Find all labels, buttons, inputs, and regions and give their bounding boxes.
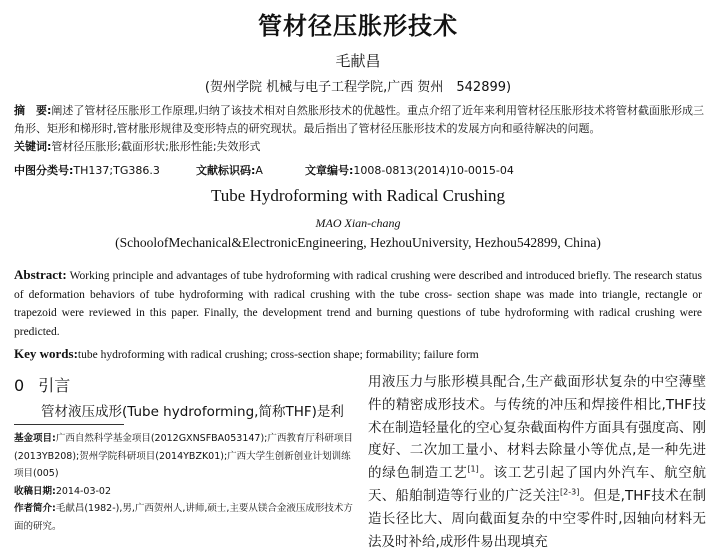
paper-title-en: Tube Hydroforming with Radical Crushing bbox=[210, 186, 506, 205]
section-title: 引言 bbox=[38, 376, 71, 395]
abstract-en bbox=[14, 266, 702, 341]
intro-paragraph-right: 用液压力与胀形模具配合,生产截面形状复杂的中空薄壁件的精密成形技术。与传统的冲压和焊接件相比,THF技术在制造轻量化的空心复杂截面构件方面具有强度高、刚度好、二次加工量小、材料去除量小等优点,是一种先进的绿色制造工艺[1]。该工艺引起了国内外汽车、航空航天、船舶制造等行业的广泛关注[2-3]。但是,THF技术在制造长径比大、周向截面复杂的中空零件时,因轴向材料无法及时补给,成形件易出现填充 bbox=[368, 374, 707, 550]
intro-paragraph-left: 管材液压成形(Tube hydroforming,简称THF)是利 bbox=[41, 404, 344, 420]
abstract-cn-text: 阐述了管材径压胀形工作原理,归纳了该技术相对自然胀形技术的优越性。重点介绍了近年来利用管材径压胀形技术将管材截面胀形成三角形、矩形和梯形时,管材胀形规律及变形特点的研究现状。最后指出了管材径压胀形技术的发展方向和亟待解决的问题。 bbox=[14, 104, 704, 135]
article-number bbox=[305, 162, 514, 178]
doc-code bbox=[196, 162, 263, 178]
doc-code-label: 文献标识码: bbox=[196, 164, 256, 177]
abstract-en-text: Working principle and advantages of tube hydroforming with radical crushing were described and introduced briefly. The research status of deformation behaviors of tube hydroforming with radical crushing with the tube cross- section shape was made into triangle, rectangle or trapezoid were reviewed in this paper. Finally, the development trend and burning questions of tube hydroforming with radical crushing were predicted. bbox=[14, 270, 702, 338]
paper-title-cn: 管材径压胀形技术 bbox=[258, 12, 458, 40]
author-name-cn: 毛献昌 bbox=[335, 52, 381, 70]
abstract-en-label: Abstract: bbox=[14, 267, 67, 282]
keywords-en-text: tube hydroforming with radical crushing; cross-section shape; formability; failure form bbox=[77, 349, 479, 361]
footnote-received: 收稿日期:2014-03-02 bbox=[14, 485, 112, 497]
abstract-cn-label: 摘 要: bbox=[14, 104, 52, 117]
keywords-en-label: Key words: bbox=[14, 346, 78, 361]
footnote-author: 作者简介:毛献昌(1982-),男,广西贺州人,讲师,硕士,主要从镁合金液压成形技术方面的研究。 bbox=[14, 503, 353, 532]
footnote-fund: 基金项目:广西自然科学基金项目(2012GXNSFBA053147);广西教育厅科研项目(2013YB208);贺州学院科研项目(2014YBZK01);广西大学生创新创业计划训练项目(005) bbox=[14, 433, 353, 479]
section-number: 0 bbox=[14, 376, 25, 395]
citation-2-3: [2-3] bbox=[560, 487, 580, 497]
affiliation-cn: (贺州学院 机械与电子工程学院,广西 贺州 542899) bbox=[204, 80, 512, 95]
footnotes bbox=[14, 430, 354, 535]
abstract-cn bbox=[14, 102, 704, 156]
clc-label: 中图分类号: bbox=[14, 164, 74, 177]
affiliation-en: (SchoolofMechanical&ElectronicEngineering, HezhouUniversity, Hezhou542899, China) bbox=[115, 235, 601, 250]
footnote-divider bbox=[14, 424, 124, 425]
section-heading bbox=[14, 373, 70, 396]
article-no-label: 文章编号: bbox=[305, 164, 354, 177]
doc-code-value: A bbox=[255, 164, 263, 177]
citation-1: [1] bbox=[467, 464, 479, 474]
clc-value: TH137;TG386.3 bbox=[73, 164, 160, 177]
author-name-en: MAO Xian-chang bbox=[315, 216, 401, 230]
keywords-cn-text: 管材径压胀形;截面形状;胀形性能;失效形式 bbox=[51, 140, 261, 153]
keywords-cn-label: 关键词: bbox=[14, 140, 52, 153]
article-no-value: 1008-0813(2014)10-0015-04 bbox=[353, 164, 514, 177]
clc-number bbox=[14, 162, 160, 178]
keywords-en bbox=[14, 346, 702, 362]
